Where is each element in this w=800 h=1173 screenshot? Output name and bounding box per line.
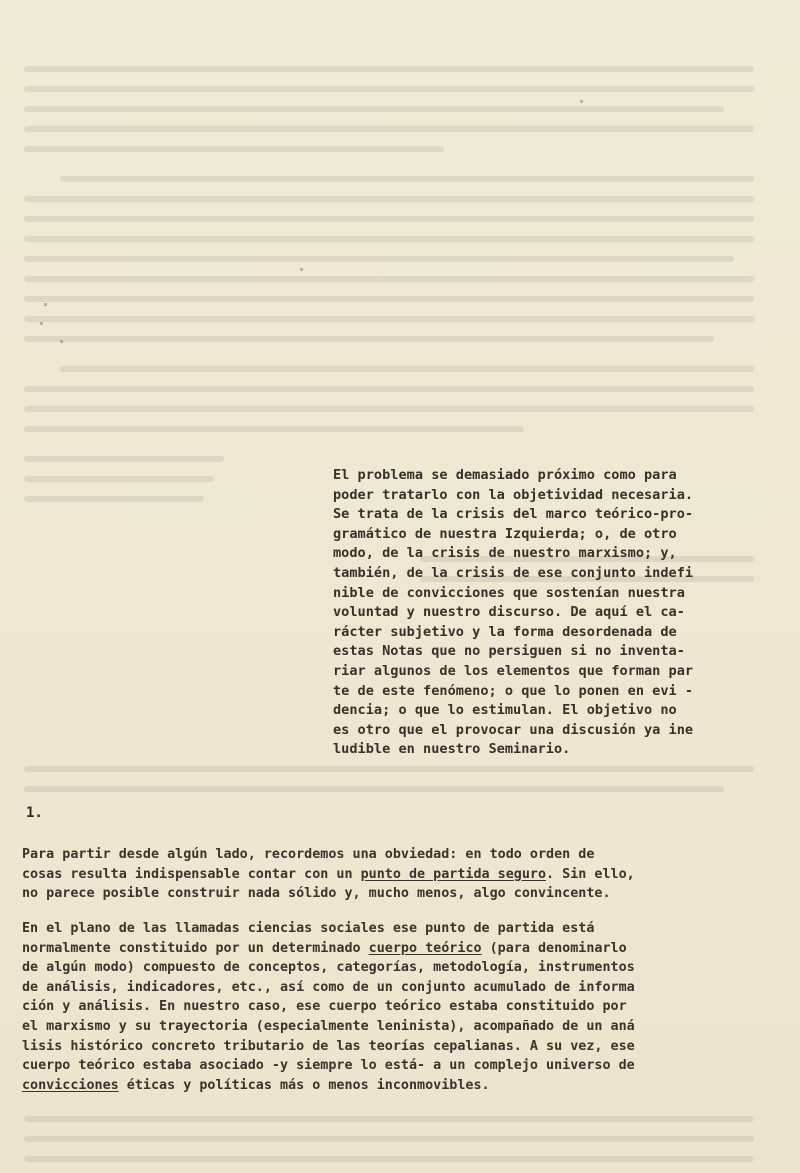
intro-line: ludible en nuestro Seminario. <box>333 741 571 758</box>
underlined-phrase: convicciones <box>22 1077 119 1093</box>
scan-speck <box>44 303 47 306</box>
body-text-fragment: cosas resulta indispensable contar con un <box>22 866 361 882</box>
body-line: el marxismo y su trayectoria (especialmente leninista), acompañado de un aná <box>22 1018 635 1034</box>
introduction-paragraph <box>333 466 765 760</box>
scan-speck <box>40 322 43 325</box>
body-line <box>22 865 774 885</box>
intro-line: gramático de nuestra Izquierda; o, de otro <box>333 525 677 542</box>
intro-line: El problema se demasiado próximo como para <box>333 467 677 483</box>
intro-line: también, de la crisis de ese conjunto indefi <box>333 564 694 581</box>
section-number: 1. <box>26 805 43 821</box>
scan-speck <box>60 340 63 343</box>
intro-line: nible de convicciones que sostenían nuestra <box>333 584 685 601</box>
intro-line: dencia; o que lo estimulan. El objetivo no <box>333 702 677 719</box>
underlined-phrase: punto de partida seguro <box>360 866 547 882</box>
body-line: En el plano de las llamadas ciencias sociales ese punto de partida está <box>22 921 595 936</box>
intro-line: poder tratarlo con la objetividad necesaria. <box>333 486 694 503</box>
intro-line: rácter subjetivo y la forma desordenada de <box>333 623 677 640</box>
underlined-phrase: cuerpo teórico <box>368 940 482 956</box>
body-line: Para partir desde algún lado, recordemos una obviedad: en todo orden de <box>22 847 595 862</box>
body-text-fragment: éticas y políticas más o menos inconmovibles. <box>118 1077 490 1093</box>
intro-line: estas Notas que no persiguen si no inventa- <box>333 643 685 660</box>
intro-line: modo, de la crisis de nuestro marxismo; y, <box>333 545 677 562</box>
body-line: lisis histórico concreto tributario de las teorías cepalianas. A su vez, ese <box>22 1038 635 1054</box>
intro-line: te de este fenómeno; o que lo ponen en evi - <box>333 682 694 699</box>
intro-line: Se trata de la crisis del marco teórico-pro- <box>333 506 694 523</box>
body-line: no parece posible construir nada sólido y, mucho menos, algo convincente. <box>22 886 611 902</box>
body-line <box>22 939 774 959</box>
body-line <box>22 1076 774 1096</box>
intro-line: es otro que el provocar una discusión ya ine <box>333 721 694 738</box>
body-line: de análisis, indicadores, etc., así como de un conjunto acumulado de informa <box>22 979 635 995</box>
intro-line: riar algunos de los elementos que forman par <box>333 662 694 679</box>
body-paragraph-2 <box>22 919 774 1095</box>
body-text-fragment: . Sin ello, <box>546 866 635 882</box>
body-paragraph-1 <box>22 845 774 904</box>
body-line: cuerpo teórico estaba asociado -y siempre lo está- a un complejo universo de <box>22 1058 635 1074</box>
scan-speck <box>300 268 303 271</box>
intro-line: voluntad y nuestro discurso. De aquí el ca- <box>333 604 685 621</box>
body-text-fragment: normalmente constituido por un determinado <box>22 940 369 956</box>
body-line: ción y análisis. En nuestro caso, ese cuerpo teórico estaba constituido por <box>22 999 627 1015</box>
body-line: de algún modo) compuesto de conceptos, categorías, metodología, instrumentos <box>22 960 635 976</box>
scan-speck <box>580 100 583 103</box>
body-text-fragment: (para denominarlo <box>481 940 627 956</box>
